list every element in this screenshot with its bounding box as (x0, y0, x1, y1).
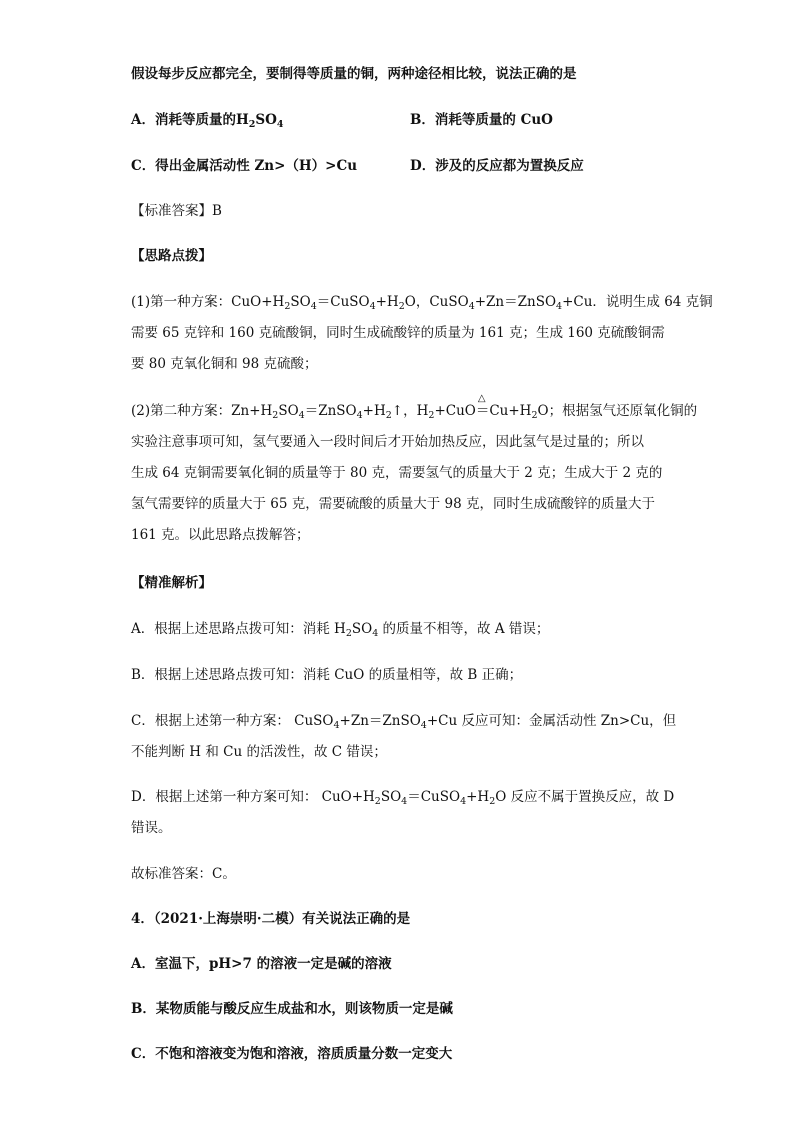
p2-line-1 (131, 393, 698, 426)
subscript: 4 (468, 301, 475, 312)
subscript: 4 (369, 301, 376, 312)
text-run: SO (351, 621, 373, 637)
text-run: A．根据上述思路点拨可知：消耗 H (131, 621, 346, 637)
p2-line-5: 161 克。以此思路点拨解答； (131, 527, 310, 543)
subscript: 2 (398, 301, 405, 312)
option-a (131, 110, 284, 135)
subscript: 2 (248, 119, 256, 130)
option-b: B．消耗等质量的 CuO (410, 112, 553, 128)
standard-answer: 【标准答案】B (131, 203, 222, 219)
text-run: ↑，H (391, 403, 429, 419)
text-run: +H (375, 294, 399, 310)
explain-c-line-2: 不能判断 H 和 Cu 的活泼性，故 C 错误； (131, 744, 387, 760)
final-answer: 故标准答案：C。 (131, 866, 236, 882)
formula-so: SO (255, 112, 277, 128)
explain-c-line-1 (131, 711, 676, 736)
intro-line: 假设每步反应都完全，要制得等质量的铜，两种途径相比较，说法正确的是 (131, 66, 577, 82)
text-run: +CuO (434, 403, 476, 419)
text-run: O 反应不属于置换反应，故 D (495, 789, 675, 805)
precise-heading: 【精准解析】 (131, 575, 212, 591)
subscript: 2 (374, 796, 381, 807)
subscript: 2 (284, 301, 291, 312)
q4-option-a: A．室温下，pH>7 的溶液一定是碱的溶液 (131, 956, 392, 972)
heating-equals-sign (475, 393, 490, 421)
subscript: 2 (489, 796, 496, 807)
p1-line-2: 需要 65 克锌和 160 克硫酸铜，同时生成硫酸锌的质量为 161 克；生成 160 克硫酸铜需 (131, 325, 665, 341)
option-a-text: A．消耗等质量的 (131, 112, 236, 128)
p2-line-4: 氢气需要锌的质量大于 65 克，需要硫酸的质量大于 98 克，同时生成硫酸锌的质量大于 (131, 496, 656, 512)
p1-line-3: 要 80 克氧化铜和 98 克硫酸； (131, 356, 318, 372)
subscript: 2 (272, 410, 279, 421)
text-run: C．根据上述第一种方案： CuSO (131, 713, 334, 729)
subscript: 4 (372, 628, 379, 639)
explain-b: B．根据上述思路点拨可知：消耗 CuO 的质量相等，故 B 正确； (131, 667, 523, 683)
analysis-heading: 【思路点拨】 (131, 248, 212, 264)
subscript: 2 (345, 628, 352, 639)
text-run: ＝CuSO (316, 294, 370, 310)
text-run: D．根据上述第一种方案可知： CuO+H (131, 789, 375, 805)
text-run: +H (362, 403, 386, 419)
text-run: 的质量不相等，故 A 错误； (378, 621, 550, 637)
question-4-title: 4．（2021·上海崇明·二模）有关说法正确的是 (131, 911, 411, 927)
text-run: O；根据氢气还原氧化铜的 (537, 403, 698, 419)
text-run: +Cu 反应可知：金属活动性 Zn>Cu，但 (426, 713, 677, 729)
text-run: +H (466, 789, 490, 805)
text-run: (1)第一种方案：CuO+H (131, 294, 285, 310)
explain-d-line-2: 错误。 (131, 820, 172, 836)
equals-sign: ＝ (475, 403, 490, 419)
delta-icon: △ (477, 393, 486, 404)
text-run: +Cu．说明生成 64 克铜 (562, 294, 713, 310)
text-run: ＝ZnSO (304, 403, 357, 419)
subscript: 4 (333, 720, 340, 731)
subscript: 4 (401, 796, 408, 807)
text-run: Cu+H (489, 403, 532, 419)
text-run: SO (290, 294, 311, 310)
p2-line-2: 实验注意事项可知，氢气要通入一段时间后才开始加热反应，因此氢气是过量的；所以 (131, 434, 644, 450)
subscript: 4 (356, 410, 363, 421)
formula-h: H (235, 112, 249, 128)
subscript: 4 (420, 720, 427, 731)
option-d: D．涉及的反应都为置换反应 (410, 158, 584, 174)
explain-d-line-1 (131, 787, 674, 812)
subscript: 2 (428, 410, 435, 421)
subscript: 4 (298, 410, 305, 421)
p1-line-1 (131, 292, 713, 317)
q4-option-b: B．某物质能与酸反应生成盐和水，则该物质一定是碱 (131, 1001, 453, 1017)
text-run: (2)第二种方案：Zn+H (131, 403, 273, 419)
subscript: 4 (460, 796, 467, 807)
text-run: O，CuSO (404, 294, 469, 310)
subscript: 4 (556, 301, 563, 312)
text-run: ＝CuSO (407, 789, 461, 805)
text-run: +Zn＝ZnSO (474, 294, 557, 310)
p2-line-3: 生成 64 克铜需要氧化铜的质量等于 80 克，需要氢气的质量大于 2 克；生成大于 2 克的 (131, 465, 663, 481)
subscript: 4 (276, 119, 284, 130)
text-run: SO (380, 789, 402, 805)
text-run: SO (278, 403, 299, 419)
subscript: 2 (385, 410, 392, 421)
option-c: C．得出金属活动性 Zn>（H）>Cu (131, 158, 358, 174)
q4-option-c: C．不饱和溶液变为饱和溶液，溶质质量分数一定变大 (131, 1046, 453, 1062)
subscript: 4 (310, 301, 317, 312)
subscript: 2 (531, 410, 538, 421)
text-run: +Zn＝ZnSO (339, 713, 421, 729)
explain-a (131, 619, 549, 644)
